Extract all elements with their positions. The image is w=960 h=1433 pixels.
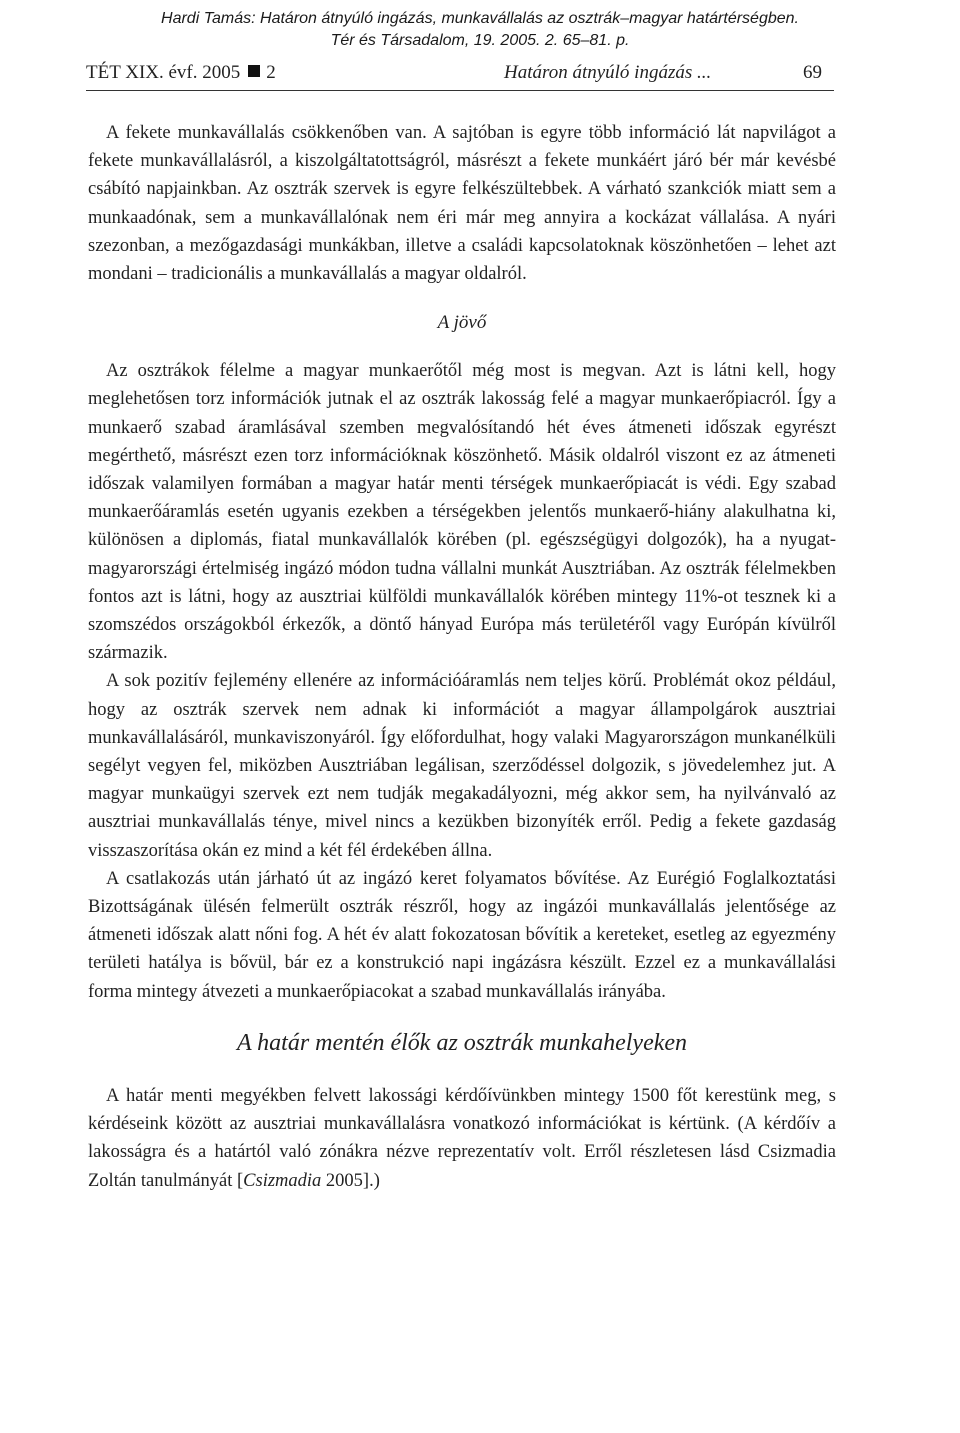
paragraph-4: A csatlakozás után járható út az ingázó keret folyamatos bővítése. Az Eurégió Foglalkoztatási Bizottságának ülésén felmerült osztrák részről, hogy az ingázói munkavállalás jelentősége az átmeneti időszak alatt nőni fog. A hét év alatt fokozatosan bővítik a kereteket, esetleg az egyezmény területi hatálya is bővül, bár ez a konstrukció napi ingázásra készült. Ezzel ez a munkavállalási forma mintegy átvezeti a munkaerőpiacokat a szabad munkavállalás irányába. [88,868,836,1002]
article-body [88,119,836,1195]
section-heading-border-residents: A határ mentén élők az osztrák munkahelyeken [236,1029,688,1056]
citation-line-1: Hardi Tamás: Határon átnyúló ingázás, munkavállalás az osztrák–magyar határtérségben. [161,10,799,27]
citation-header [0,8,960,52]
section-heading-future: A jövő [437,312,487,334]
journal-name: TÉT XIX. évf. 2005 [86,62,241,83]
running-title: Határon átnyúló ingázás ... [504,62,712,83]
page-number: 69 [803,62,822,83]
paragraph-2: Az osztrákok félelme a magyar munkaerőtől még most is megvan. Azt is látni kell, hogy meglehetősen torz információk jutnak el az osztrák lakosság felé a magyar munkaerőpiacról. Így a munkaerő szabad áramlásával szemben megvalósítandó hét éves átmeneti időszak egyrészt megérthető, másrészt ezen torz információknak köszönhető. Másik oldalról viszont ez az átmeneti időszak valamilyen formában a magyar határ menti térségek munkaerőpiacát is védi. Egy szabad munkaerőáramlás esetén ugyanis ezekben a térségekben jelentős munkaerő-hiány alakulhatna ki, különösen a diplomás, fiatal munkavállalók körében (pl. egészségügyi dolgozók), ha a nyugat-magyarországi értelmiség ingázó módon tudna vállalni munkát Ausztriában. Az osztrák félelmekben fontos azt is látni, hogy az ausztriai külföldi munkavállalók körében mintegy 11%-ot tesznek ki a szomszédos országokból érkezők, a döntő hányad Európa más területéről vagy Európán kívülről származik. [88,361,836,664]
paragraph-1: A fekete munkavállalás csökkenőben van. A sajtóban is egyre több információ lát napvilágot a fekete munkavállalásról, a kiszolgáltatottságról, másrészt a fekete munkáért járó bér már kevésbé csábító napjainkban. Az osztrák szervek is egyre felkészültebbek. A várható szankciók miatt sem a munkaadónak, sem a munkavállalónak nem éri már meg annyira a kockázat vállalása. A nyári szezonban, a mezőgazdasági munkákban, illetve a családi kapcsolatoknak köszönhetően – lehet azt mondani – tradicionális a munkavállalás a magyar oldalról. [88,123,836,285]
citation-line-2: Tér és Társadalom, 19. 2005. 2. 65–81. p. [330,32,630,49]
paragraph-5-text: A határ menti megyékben felvett lakossági kérdőívünkben mintegy 1500 főt kerestünk meg, s kérdéseink között az ausztriai munkavállalásra vonatkozó információkat is kértünk. (A kérdőív a lakosságra és a határtól való zónákra nézve reprezentatív volt. Erről részletesen lásd Csizmadia Zoltán tanulmányát [ [88,1085,836,1191]
paragraph-5-end: 2005].) [321,1170,380,1191]
paragraph-3: A sok pozitív fejlemény ellenére az információáramlás nem teljes körű. Problémát okoz például, hogy az osztrák szervek nem adnak ki információt a magyar állampolgárok ausztriai munkavállalásáról, munkaviszonyáról. Így előfordulhat, hogy valaki Magyarországon munkanélküli segélyt vegyen fel, miközben Ausztriában legálisan, szerződéssel dolgozik, s jövedelemhez jut. A magyar munkaügyi szervek ezt nem tudják megakadályozni, még akkor sem, ha nyilvánvaló az ausztriai munkavállalás ténye, mivel nincs a kezükben bizonyíték erről. Pedig a fekete gazdaság visszaszorítása okán ez mind a két fél érdekében állna. [88,671,836,861]
citation-reference: Csizmadia [243,1170,322,1191]
journal-info [86,62,276,84]
issue-number: 2 [266,62,276,83]
running-head [86,60,834,91]
square-bullet-icon [248,65,260,77]
paragraph-5 [88,1082,836,1195]
